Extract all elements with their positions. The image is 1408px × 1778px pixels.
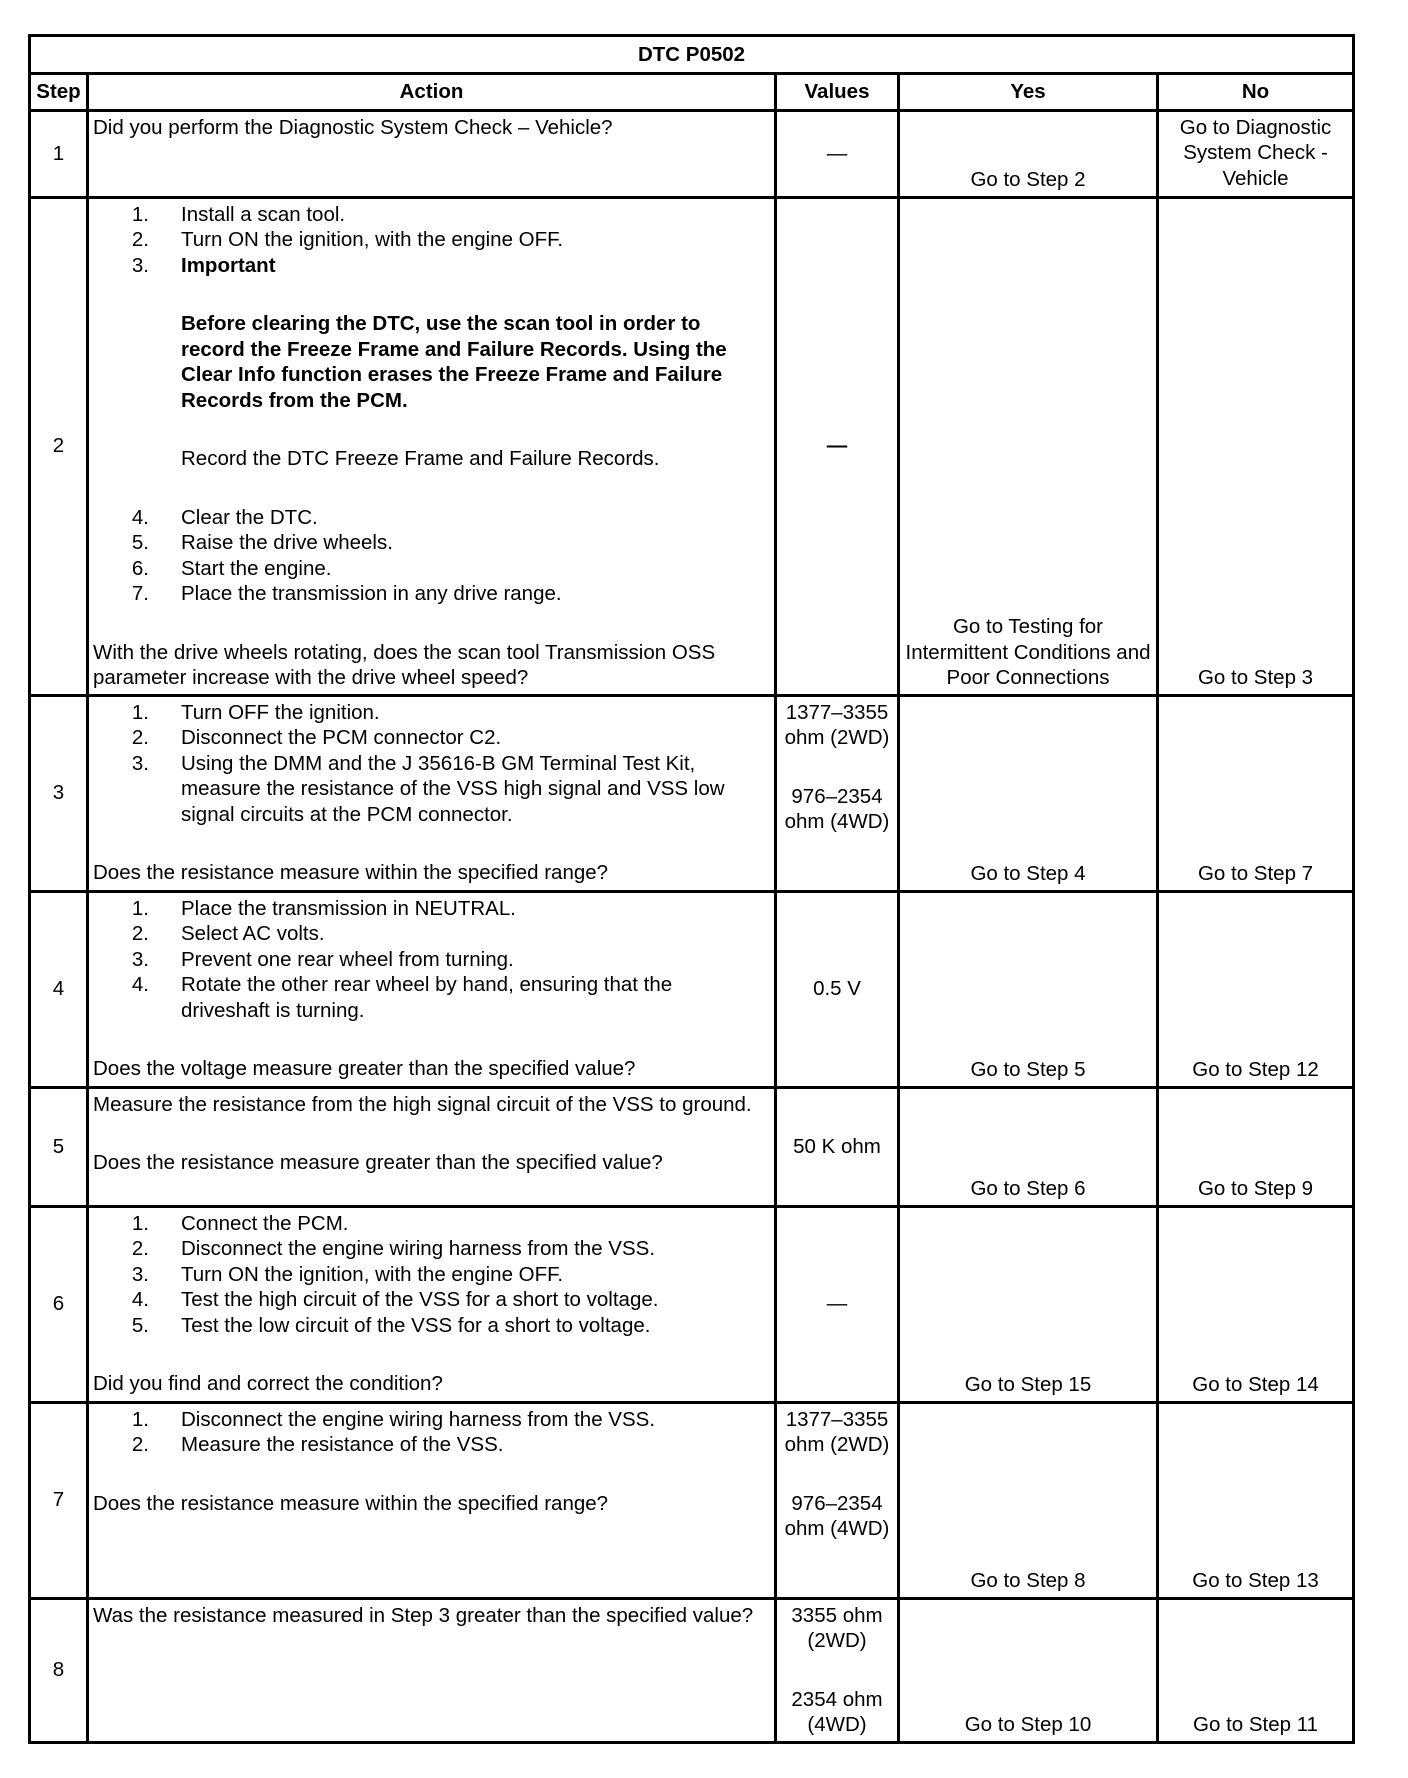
values-cell (776, 695, 899, 891)
action-cell (88, 110, 776, 197)
item-number: 4. (131, 505, 149, 529)
action-list (93, 202, 764, 279)
item-number: 5. (131, 531, 149, 554)
no-cell: Go to Step 12 (1158, 891, 1354, 1087)
important-label: Important (181, 253, 276, 277)
list-item (93, 972, 764, 1023)
list-item (93, 227, 764, 253)
value-text: 1377–3355 ohm (2WD) (784, 700, 890, 749)
item-text: Prevent one rear wheel from turning. (181, 947, 514, 971)
item-text: Select AC volts. (181, 922, 325, 945)
header-yes: Yes (899, 74, 1158, 111)
values-cell (776, 197, 899, 695)
item-number: 1. (131, 202, 149, 226)
step-number: 6 (30, 1206, 88, 1402)
item-text: Turn ON the ignition, with the engine OFF. (181, 1262, 564, 1286)
yes-cell: Go to Step 4 (899, 695, 1158, 891)
item-number: 3. (131, 947, 149, 971)
list-item (93, 1407, 764, 1433)
item-number: 3. (131, 253, 149, 277)
action-question: Did you find and correct the condition? (93, 1372, 443, 1395)
record-instruction: Record the DTC Freeze Frame and Failure Records. (181, 447, 660, 470)
action-list (93, 1407, 764, 1458)
step-number: 1 (30, 110, 88, 197)
item-text: Install a scan tool. (181, 202, 346, 226)
step-number: 2 (30, 197, 88, 695)
values-cell (776, 1087, 899, 1206)
action-cell (88, 891, 776, 1087)
action-cell (88, 695, 776, 891)
item-text: Turn ON the ignition, with the engine OFF. (181, 228, 564, 251)
list-item (93, 896, 764, 922)
values-cell (776, 1206, 899, 1402)
action-list (93, 700, 764, 828)
values-cell (776, 1402, 899, 1598)
item-number: 2. (131, 1433, 149, 1456)
table-row (30, 110, 1354, 197)
yes-cell: Go to Step 2 (899, 110, 1158, 197)
step-number: 3 (30, 695, 88, 891)
item-number: 2. (131, 922, 149, 945)
item-text: Start the engine. (181, 556, 332, 580)
action-question: Did you perform the Diagnostic System Check – Vehicle? (93, 115, 613, 139)
yes-cell: Go to Step 15 (899, 1206, 1158, 1402)
table-row (30, 695, 1354, 891)
item-number: 3. (131, 1262, 149, 1286)
action-question: Does the resistance measure within the specified range? (93, 861, 609, 884)
action-question: Does the resistance measure within the specified range? (93, 1491, 609, 1515)
yes-cell: Go to Step 5 (899, 891, 1158, 1087)
header-action: Action (88, 74, 776, 111)
item-text: Place the transmission in any drive range. (181, 582, 562, 605)
item-number: 1. (131, 1407, 149, 1431)
list-item (93, 1313, 764, 1339)
list-item (93, 751, 764, 828)
value-text: 976–2354 ohm (4WD) (784, 784, 890, 833)
header-no: No (1158, 74, 1354, 111)
item-text: Turn OFF the ignition. (181, 700, 380, 724)
action-cell (88, 1087, 776, 1206)
yes-cell: Go to Step 10 (899, 1598, 1158, 1742)
table-row (30, 891, 1354, 1087)
yes-cell: Go to Testing for Intermittent Conditions and Poor Connections (899, 197, 1158, 695)
table-title: DTC P0502 (30, 36, 1354, 74)
value-text: — (826, 141, 848, 165)
item-text: Connect the PCM. (181, 1211, 349, 1235)
step-number: 5 (30, 1087, 88, 1206)
item-text: Measure the resistance of the VSS. (181, 1433, 504, 1456)
item-text: Disconnect the engine wiring harness from the VSS. (181, 1407, 656, 1431)
list-item (93, 725, 764, 751)
list-item (93, 947, 764, 973)
dtc-table-sheet (28, 34, 1352, 1744)
table-row (30, 1598, 1354, 1742)
list-item (93, 1236, 764, 1262)
item-number: 6. (131, 556, 149, 580)
list-item (93, 530, 764, 556)
table-row (30, 1206, 1354, 1402)
important-note: Before clearing the DTC, use the scan tool in order to record the Freeze Frame and Failure Records. Using the Clear Info function erases the Freeze Frame and Failure Records from the PCM. (181, 312, 727, 412)
step-number: 4 (30, 891, 88, 1087)
item-number: 2. (131, 1237, 149, 1260)
action-text: Measure the resistance from the high signal circuit of the VSS to ground. (93, 1092, 752, 1116)
item-number: 5. (131, 1313, 149, 1337)
no-cell: Go to Step 11 (1158, 1598, 1354, 1742)
table-row (30, 197, 1354, 695)
value-text: 2354 ohm (4WD) (791, 1687, 883, 1736)
value-text: 50 K ohm (793, 1134, 881, 1158)
header-values: Values (776, 74, 899, 111)
no-cell: Go to Diagnostic System Check - Vehicle (1158, 110, 1354, 197)
table-row (30, 1087, 1354, 1206)
item-number: 7. (131, 582, 149, 605)
item-text: Clear the DTC. (181, 505, 318, 529)
step-number: 7 (30, 1402, 88, 1598)
list-item (93, 581, 764, 607)
no-cell: Go to Step 3 (1158, 197, 1354, 695)
value-text: 0.5 V (813, 977, 861, 1001)
no-cell: Go to Step 14 (1158, 1206, 1354, 1402)
item-number: 1. (131, 896, 149, 920)
table-row (30, 1402, 1354, 1598)
action-cell (88, 197, 776, 695)
action-question: With the drive wheels rotating, does the scan tool Transmission OSS parameter increase with the drive wheel speed? (93, 640, 716, 689)
list-item (93, 1432, 764, 1458)
list-item (93, 921, 764, 947)
list-item (93, 202, 764, 228)
values-cell (776, 110, 899, 197)
value-text: 976–2354 ohm (4WD) (784, 1491, 890, 1540)
action-cell (88, 1206, 776, 1402)
list-item (93, 1262, 764, 1288)
action-list (93, 1211, 764, 1339)
list-item (93, 253, 764, 279)
item-text: Using the DMM and the J 35616-B GM Terminal Test Kit, measure the resistance of the VSS high signal and VSS low signal circuits at the PCM connector. (181, 751, 725, 826)
item-text: Raise the drive wheels. (181, 531, 393, 554)
list-item (93, 556, 764, 582)
item-number: 4. (131, 1288, 149, 1311)
item-number: 3. (131, 751, 149, 775)
list-item (93, 505, 764, 531)
item-number: 2. (131, 228, 149, 251)
item-text: Test the low circuit of the VSS for a short to voltage. (181, 1313, 651, 1337)
no-cell: Go to Step 7 (1158, 695, 1354, 891)
action-question: Was the resistance measured in Step 3 greater than the specified value? (93, 1603, 754, 1627)
action-cell (88, 1598, 776, 1742)
action-list (93, 896, 764, 1024)
dtc-table (28, 34, 1355, 1744)
list-item (93, 700, 764, 726)
header-step: Step (30, 74, 88, 111)
item-text: Disconnect the engine wiring harness from the VSS. (181, 1237, 656, 1260)
list-item (93, 1211, 764, 1237)
item-number: 1. (131, 700, 149, 724)
item-text: Place the transmission in NEUTRAL. (181, 896, 516, 920)
step-number: 8 (30, 1598, 88, 1742)
value-text: — (826, 1292, 848, 1316)
value-text: 3355 ohm (2WD) (791, 1603, 883, 1652)
yes-cell: Go to Step 8 (899, 1402, 1158, 1598)
action-question: Does the voltage measure greater than the specified value? (93, 1057, 636, 1080)
action-list (93, 505, 764, 607)
no-cell: Go to Step 13 (1158, 1402, 1354, 1598)
no-cell: Go to Step 9 (1158, 1087, 1354, 1206)
item-number: 2. (131, 726, 149, 749)
item-number: 1. (131, 1211, 149, 1235)
item-text: Rotate the other rear wheel by hand, ensuring that the driveshaft is turning. (181, 973, 673, 1022)
yes-cell: Go to Step 6 (899, 1087, 1158, 1206)
values-cell (776, 1598, 899, 1742)
action-question: Does the resistance measure greater than the specified value? (93, 1151, 663, 1174)
action-cell (88, 1402, 776, 1598)
values-cell (776, 891, 899, 1087)
item-number: 4. (131, 973, 149, 996)
item-text: Disconnect the PCM connector C2. (181, 726, 502, 749)
list-item (93, 1287, 764, 1313)
value-text: — (826, 434, 848, 458)
item-text: Test the high circuit of the VSS for a short to voltage. (181, 1288, 659, 1311)
value-text: 1377–3355 ohm (2WD) (784, 1407, 890, 1456)
